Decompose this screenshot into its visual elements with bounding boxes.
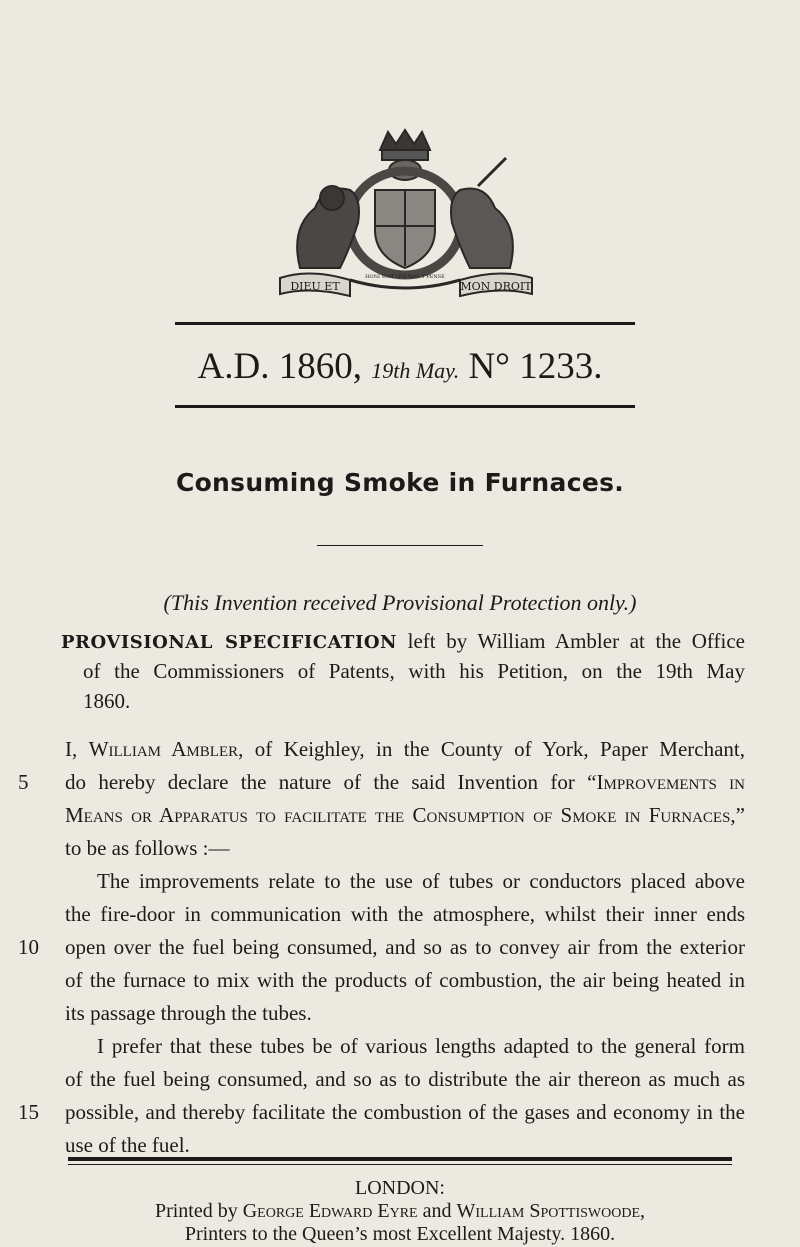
p2-line-1: I prefer that these tubes be of various lengths adapted to the general form	[97, 1034, 745, 1058]
declaration-line-3: Means or Apparatus to facilitate the Consumption of Smoke in Furnaces,”	[65, 803, 745, 827]
header-date: 19th May.	[371, 358, 460, 383]
declaration-line-2: 5 do hereby declare the nature of the said Invention for “Improvements in	[65, 767, 745, 798]
header-year: A.D. 1860,	[197, 346, 362, 387]
line-number-5: 5	[18, 770, 29, 794]
inventor-name: William Ambler	[88, 737, 239, 761]
imprint	[0, 1177, 800, 1200]
footer-thin-rule	[68, 1164, 732, 1165]
p1-line-5: its passage through the tubes.	[65, 1001, 312, 1025]
patent-header	[0, 345, 800, 388]
bottom-rule	[175, 405, 635, 408]
top-rule	[175, 322, 635, 325]
declaration-line-4: to be as follows :—	[65, 836, 230, 860]
imprint-printers: Printed by George Edward Eyre and William Spottiswoode,	[154, 1200, 646, 1222]
p1-line-4: of the furnace to mix with the products of combustion, the air being heated in	[65, 968, 745, 992]
title-rule	[317, 545, 483, 546]
p2-line-2: of the fuel being consumed, and so as to distribute the air thereon as much as	[65, 1067, 745, 1091]
provisional-line-3: 1860.	[83, 689, 131, 713]
imprint-city: LONDON:	[355, 1177, 445, 1199]
line-number-15: 15	[18, 1100, 39, 1124]
line-number-10: 10	[18, 935, 39, 959]
provisional-heading: PROVISIONAL SPECIFICATION	[61, 632, 398, 653]
provisional-line-1	[61, 626, 745, 658]
provisional-line-1-rest: left by William Ambler at the Office	[407, 629, 745, 653]
invention-title: Consuming Smoke in Furnaces.	[175, 468, 625, 497]
motto-right: MON DROIT	[460, 280, 532, 293]
p1-line-3: 10 open over the fuel being consumed, and so as to convey air from the exterior	[65, 932, 745, 963]
imprint-majesty: Printers to the Queen’s most Excellent Majesty. 1860.	[184, 1223, 616, 1245]
p2-line-3: 15 possible, and thereby facilitate the combustion of the gases and economy in the	[65, 1097, 745, 1128]
royal-coat-of-arms-icon	[270, 128, 540, 300]
provisional-line-2: of the Commissioners of Patents, with his Petition, on the 19th May	[83, 659, 745, 683]
declaration-line-1: I, William Ambler, of Keighley, in the County of York, Paper Merchant,	[65, 737, 745, 761]
protection-note: (This Invention received Provisional Protection only.)	[163, 590, 637, 615]
p2-line-4: use of the fuel.	[65, 1133, 190, 1157]
garter-motto: HONI SOIT QUI MAL Y PENSE	[365, 274, 445, 280]
p1-line-1: The improvements relate to the use of tubes or conductors placed above	[97, 869, 745, 893]
motto-left: DIEU ET	[290, 280, 340, 293]
p1-line-2: the fire-door in communication with the atmosphere, whilst their inner ends	[65, 902, 745, 926]
printer-spottiswoode: William Spottiswoode	[456, 1200, 641, 1222]
footer-heavy-rule	[68, 1157, 732, 1161]
printer-eyre: George Edward Eyre	[242, 1200, 418, 1222]
header-number: N° 1233.	[468, 346, 603, 387]
